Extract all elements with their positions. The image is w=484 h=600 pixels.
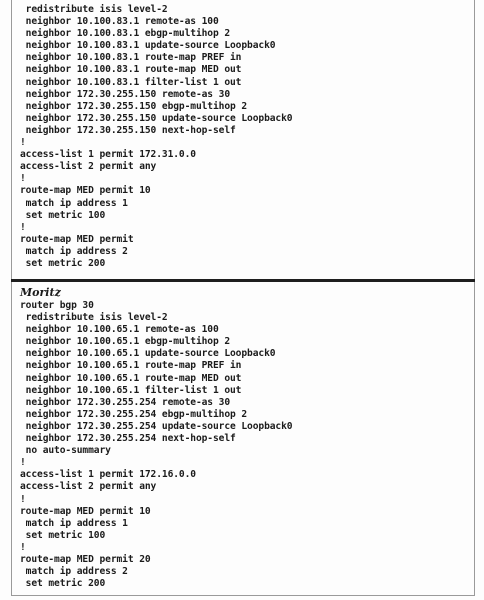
config-line: ! — [20, 221, 26, 233]
config-line: redistribute isis level-2 — [20, 312, 168, 324]
config-line: neighbor 10.100.65.1 route-map PREF in — [20, 360, 242, 372]
config-line: route-map MED permit 20 — [20, 553, 151, 565]
config-line: neighbor 172.30.255.150 ebgp-multihop 2 — [20, 100, 248, 112]
config-line: match ip address 1 — [20, 517, 128, 529]
config-line: ! — [20, 493, 26, 505]
config-line: router bgp 30 — [20, 300, 94, 311]
config-line: neighbor 172.30.255.254 ebgp-multihop 2 — [20, 408, 248, 420]
config-line: set metric 100 — [20, 209, 106, 221]
config-line: neighbor 10.100.65.1 remote-as 100 — [20, 324, 219, 336]
config-line: neighbor 172.30.255.254 next-hop-self — [20, 433, 236, 445]
config-line: neighbor 10.100.65.1 update-source Loopback0 — [20, 348, 276, 360]
config-line: neighbor 10.100.83.1 filter-list 1 out — [20, 76, 242, 88]
config-line: access-list 2 permit any — [20, 481, 157, 493]
config-line: neighbor 10.100.65.1 filter-list 1 out — [20, 384, 242, 396]
config-line: neighbor 172.30.255.150 remote-as 30 — [20, 88, 231, 100]
config-line: neighbor 10.100.83.1 route-map PREF in — [20, 52, 242, 64]
config-block-top — [20, 4, 292, 270]
config-line: neighbor 10.100.83.1 ebgp-multihop 2 — [20, 28, 231, 40]
config-line: neighbor 172.30.255.254 update-source Loopback0 — [20, 420, 293, 432]
config-line: route-map MED permit 10 — [20, 505, 151, 517]
config-line: neighbor 10.100.65.1 ebgp-multihop 2 — [20, 336, 231, 348]
config-line: neighbor 10.100.83.1 remote-as 100 — [20, 16, 219, 28]
config-line: match ip address 1 — [20, 197, 128, 209]
config-line: ! — [20, 541, 26, 553]
config-line: neighbor 172.30.255.254 remote-as 30 — [20, 396, 231, 408]
config-line: neighbor 10.100.65.1 route-map MED out — [20, 372, 242, 384]
config-line: neighbor 10.100.83.1 update-source Loopback0 — [20, 40, 276, 52]
section-divider — [11, 279, 475, 282]
config-line: redistribute isis level-2 — [20, 4, 168, 15]
config-line: ! — [20, 173, 26, 185]
config-line: neighbor 172.30.255.150 next-hop-self — [20, 124, 236, 136]
config-line: neighbor 172.30.255.150 update-source Loopback0 — [20, 112, 293, 124]
config-line: neighbor 10.100.83.1 route-map MED out — [20, 64, 242, 76]
config-line: match ip address 2 — [20, 245, 128, 257]
config-block-bottom — [20, 300, 292, 590]
section-title-moritz: Moritz — [20, 286, 61, 299]
config-line: route-map MED permit — [20, 233, 134, 245]
config-line: no auto-summary — [20, 445, 111, 457]
config-line: set metric 200 — [20, 257, 106, 269]
config-line: access-list 2 permit any — [20, 161, 157, 173]
config-line: ! — [20, 457, 26, 469]
config-line: set metric 100 — [20, 529, 106, 541]
config-line: ! — [20, 137, 26, 149]
config-line: match ip address 2 — [20, 566, 128, 578]
config-line: access-list 1 permit 172.31.0.0 — [20, 149, 196, 161]
config-line: set metric 200 — [20, 578, 106, 590]
config-line: route-map MED permit 10 — [20, 185, 151, 197]
config-line: access-list 1 permit 172.16.0.0 — [20, 469, 196, 481]
